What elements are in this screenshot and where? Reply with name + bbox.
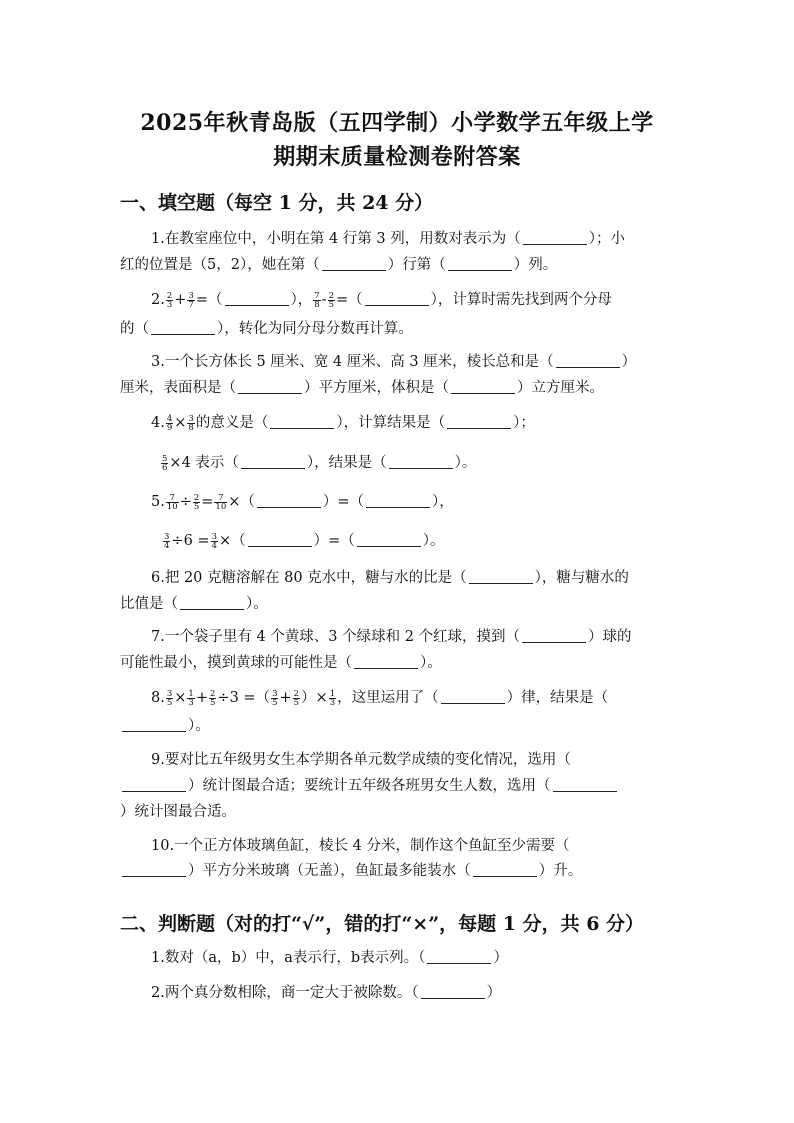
answer-blank[interactable]	[448, 256, 512, 271]
q5-line-2: $\frac{3}{4}$ ÷6 = $\frac{3}{4}$ ×（ ）=（ ）。	[164, 531, 445, 551]
section-2-heading: 二、判断题（对的打“√”，错的打“×”，每题 1 分，共 6 分）	[120, 913, 645, 935]
answer-blank[interactable]	[180, 595, 244, 610]
answer-blank[interactable]	[122, 862, 186, 877]
answer-blank[interactable]	[241, 454, 305, 469]
answer-blank[interactable]	[447, 414, 511, 429]
q4-line-2: $\frac{5}{6}$ ×4 表示（ ），结果是（ ）。	[162, 453, 477, 473]
fraction: $\frac{3}{8}$	[188, 413, 194, 433]
answer-blank[interactable]	[522, 628, 586, 643]
q8-line-1: 8. $\frac{3}{5}$ × $\frac{1}{3}$ + $\frac{2}{5}$ ÷3 =（ $\frac{3}{5}$ + $\frac{2}{5}$ ）× $\frac{1}{3}$ ，这里运用了（ ）律，结果是（	[151, 688, 609, 708]
fraction: $\frac{7}{8}$	[314, 290, 320, 310]
answer-blank[interactable]	[354, 654, 418, 669]
answer-blank[interactable]	[257, 493, 321, 508]
judge-item-1: 1.数对（a，b）中，a表示行，b表示列。（ ）	[151, 950, 508, 966]
answer-blank[interactable]	[365, 291, 429, 306]
q1-line-1: 1.在教室座位中，小明在第 4 行第 3 列，用数对表示为（ ）；小	[151, 231, 625, 247]
fraction: $\frac{2}{5}$	[293, 688, 300, 708]
q5-line-1: 5. $\frac{7}{10}$ ÷ $\frac{2}{5}$ = $\frac{7}{10}$ ×（ ）=（ ），	[151, 492, 454, 512]
fraction: $\frac{2}{5}$	[193, 492, 200, 512]
fraction: $\frac{3}{5}$	[166, 688, 173, 708]
q9-line-1: 9.要对比五年级男女生本学期各单元数学成绩的变化情况，选用（	[151, 752, 571, 768]
answer-blank[interactable]	[556, 353, 620, 368]
answer-blank[interactable]	[441, 689, 505, 704]
fraction: $\frac{1}{3}$	[329, 688, 336, 708]
q4-line-1: 4. $\frac{4}{9}$ × $\frac{3}{8}$ 的意义是（ ），计算结果是（ ）；	[151, 413, 535, 433]
answer-blank[interactable]	[451, 379, 515, 394]
fraction: $\frac{3}{4}$	[164, 531, 170, 551]
fraction: $\frac{3}{4}$	[211, 531, 217, 551]
answer-blank[interactable]	[151, 320, 215, 335]
q3-line-1: 3.一个长方体长 5 厘米、宽 4 厘米、高 3 厘米，棱长总和是（ ）	[151, 354, 637, 370]
q9-line-2: ）统计图最合适；要统计五年级各班男女生人数，选用（	[120, 776, 675, 796]
q7-line-1: 7.一个袋子里有 4 个黄球、3 个绿球和 2 个红球，摸到（ ）球的	[151, 629, 632, 645]
answer-blank[interactable]	[366, 493, 430, 508]
fraction: $\frac{1}{3}$	[188, 688, 194, 708]
fraction: $\frac{3}{5}$	[272, 688, 278, 708]
q6-line-2: 比值是（ ）。	[120, 596, 268, 612]
answer-blank[interactable]	[469, 569, 533, 584]
q8-line-2: ）。	[120, 716, 675, 736]
q10-line-2: ）平方分米玻璃（无盖），鱼缸最多能装水（ ）升。	[120, 861, 675, 881]
answer-blank[interactable]	[421, 984, 485, 999]
fraction: $\frac{4}{9}$	[166, 413, 173, 433]
answer-blank[interactable]	[473, 862, 537, 877]
q7-line-2: 可能性最小，摸到黄球的可能性是（ ）。	[120, 655, 442, 671]
q9-line-3: ）统计图最合适。	[120, 804, 236, 820]
answer-blank[interactable]	[270, 414, 334, 429]
answer-blank[interactable]	[225, 291, 289, 306]
answer-blank[interactable]	[357, 532, 421, 547]
q3-line-2: 厘米，表面积是（ ）平方厘米，体积是（ ）立方厘米。	[120, 380, 604, 396]
answer-blank[interactable]	[322, 256, 386, 271]
fraction: $\frac{3}{7}$	[188, 290, 194, 310]
title-line-1: 2025年秋青岛版（五四学制）小学数学五年级上学	[140, 110, 654, 136]
q2-line-2: 的（ ），转化为同分母分数再计算。	[120, 321, 413, 337]
q2-line-1: 2. $\frac{2}{3}$ + $\frac{3}{7}$ =（ ）， $\frac{7}{8}$ - $\frac{2}{5}$ =（ ），计算时需先找到两个分母	[151, 290, 612, 310]
section-1-heading: 一、填空题（每空 1 分，共 24 分）	[120, 192, 434, 214]
answer-blank[interactable]	[427, 949, 491, 964]
fraction: $\frac{7}{10}$	[215, 492, 227, 512]
title-line-2: 期期末质量检测卷附答案	[273, 144, 521, 170]
q1-line-2: 红的位置是（5，2），她在第（ ）行第（ ）列。	[120, 257, 558, 273]
fraction: $\frac{7}{10}$	[166, 492, 178, 512]
answer-blank[interactable]	[238, 379, 302, 394]
answer-blank[interactable]	[553, 777, 617, 792]
q6-line-1: 6.把 20 克糖溶解在 80 克水中，糖与水的比是（ ），糖与糖水的	[151, 570, 629, 586]
fraction: $\frac{2}{3}$	[166, 290, 173, 310]
answer-blank[interactable]	[523, 230, 587, 245]
answer-blank[interactable]	[122, 717, 186, 732]
judge-item-2: 2.两个真分数相除，商一定大于被除数。（ ）	[151, 985, 502, 1001]
q10-line-1: 10.一个正方体玻璃鱼缸，棱长 4 分米，制作这个鱼缸至少需要（	[151, 838, 570, 854]
fraction: $\frac{5}{6}$	[162, 453, 168, 473]
answer-blank[interactable]	[248, 532, 312, 547]
answer-blank[interactable]	[122, 777, 186, 792]
fraction: $\frac{2}{5}$	[210, 688, 216, 708]
fraction: $\frac{2}{5}$	[328, 290, 334, 310]
answer-blank[interactable]	[389, 454, 453, 469]
